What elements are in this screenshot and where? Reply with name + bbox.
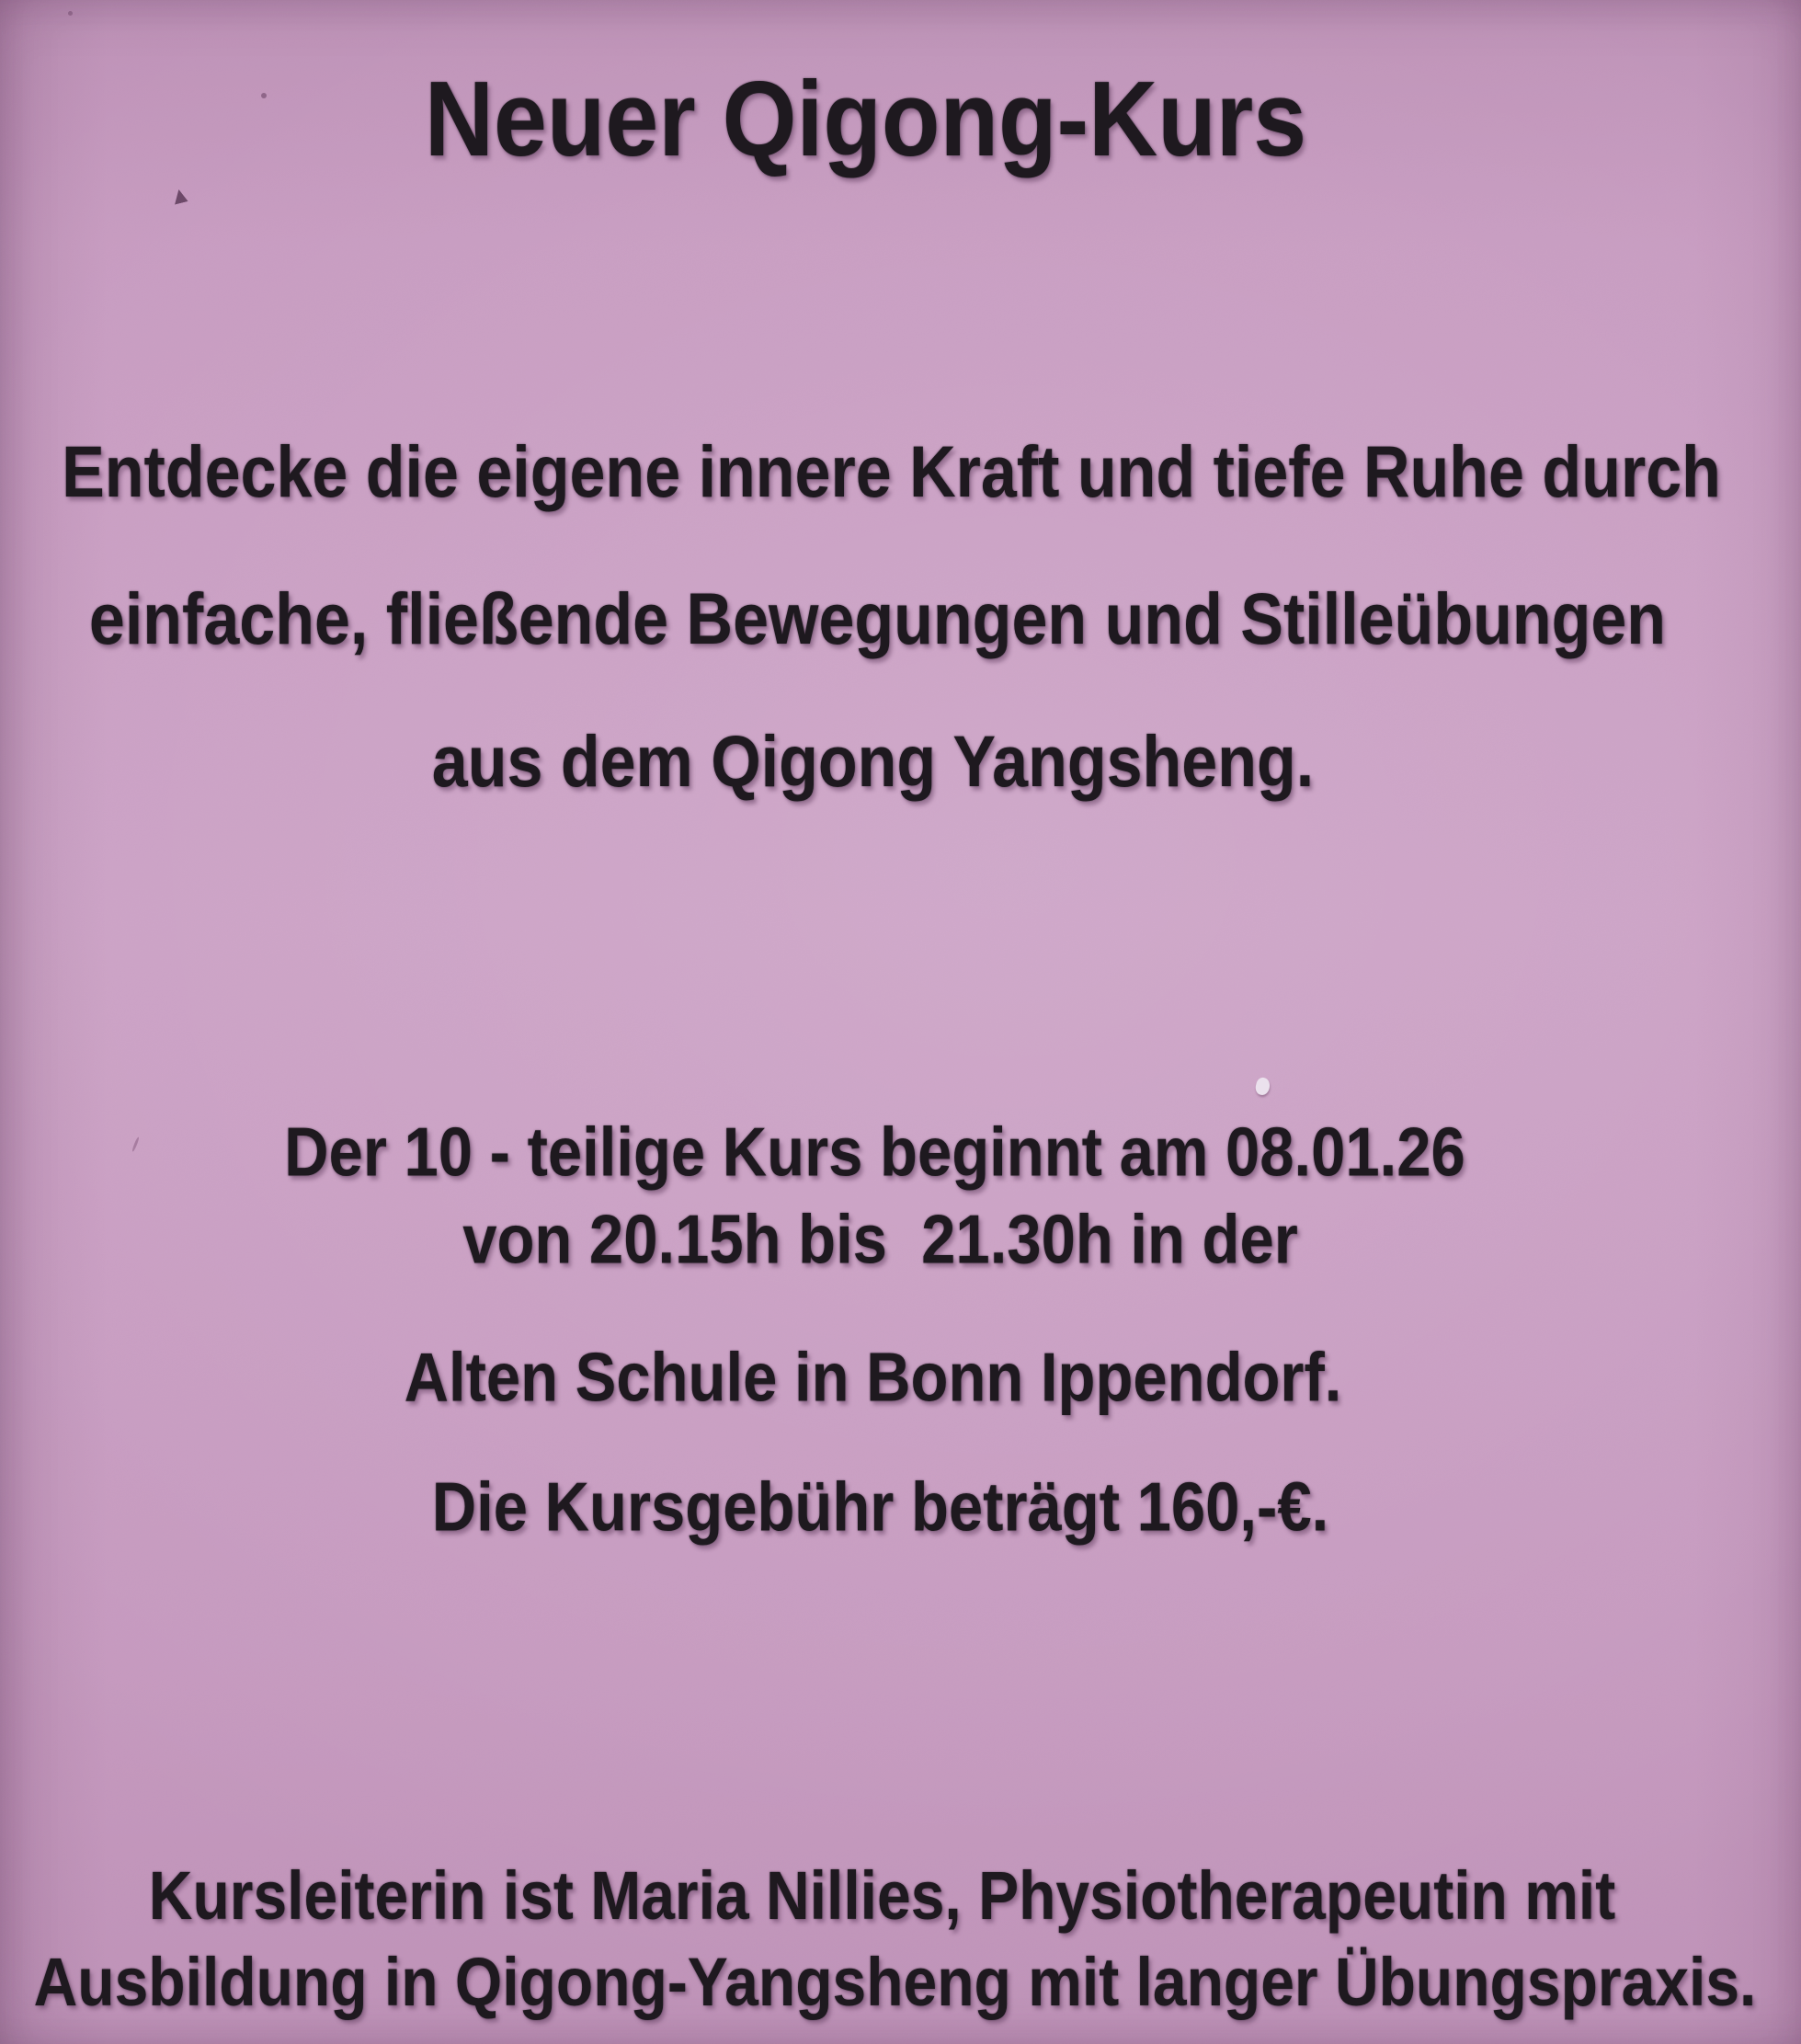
paper-speck-triangle (171, 188, 188, 204)
schedule-line-fee: Die Kursgebühr beträgt 160,-€. (431, 1468, 1329, 1547)
instructor-line-1: Kursleiterin ist Maria Nillies, Physiotherapeutin mit (148, 1856, 1616, 1934)
flyer-title: Neuer Qigong-Kurs (424, 60, 1307, 179)
instructor-line-2: Ausbildung in Qigong-Yangsheng mit langer Übungspraxis. (33, 1943, 1757, 2020)
schedule-line-time: von 20.15h bis 21.30h in der (462, 1201, 1298, 1279)
paper-speck-dot (68, 11, 73, 16)
intro-line-1: Entdecke die eigene innere Kraft und tiefe Ruhe durch (62, 431, 1721, 512)
intro-line-2: einfache, fließende Bewegungen und Stilleübungen (88, 578, 1667, 659)
schedule-line-location: Alten Schule in Bonn Ippendorf. (404, 1339, 1342, 1417)
paper-speck-white (1254, 1076, 1271, 1096)
schedule-line-start-date: Der 10 - teilige Kurs beginnt am 08.01.26 (284, 1113, 1465, 1192)
intro-line-3: aus dem Qigong Yangsheng. (431, 721, 1315, 802)
